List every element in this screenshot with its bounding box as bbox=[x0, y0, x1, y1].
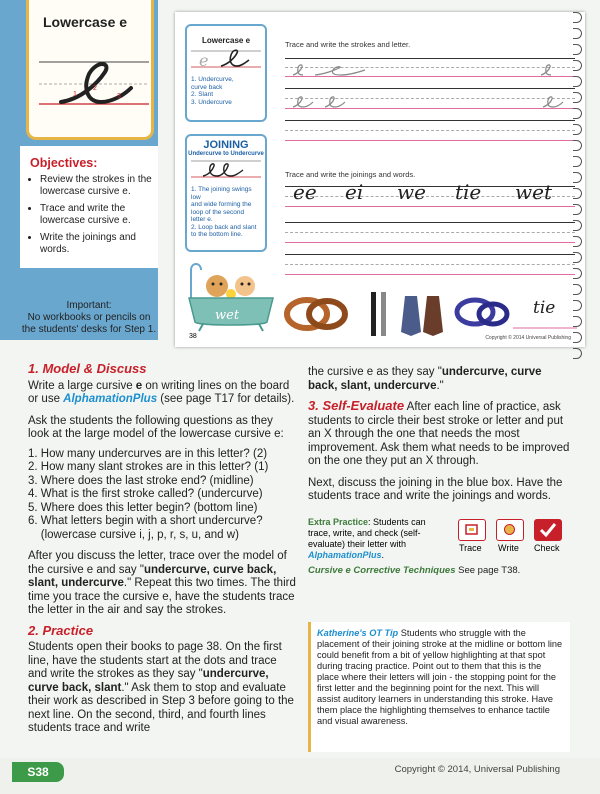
page-number: S38 bbox=[12, 762, 64, 782]
writing-headline bbox=[285, 222, 575, 223]
joining-note: and wide forming the bbox=[191, 201, 252, 208]
practice-word: we bbox=[397, 180, 426, 204]
joining-model-icon bbox=[187, 157, 265, 181]
joining-note: 2. Loop back and slant bbox=[191, 223, 257, 231]
joining-note: loop of the second bbox=[191, 208, 245, 216]
writing-midline bbox=[285, 130, 575, 131]
tip-text: Students who struggle with the placement of their joining stroke at the midline or bottom line could benefit from a bit of yellow highlighting at that spot during tracing practice. Point out to them that this is the place where their letters will join - the stopping point for the first letter and the beginning point for the next. This will assist auditory learners in understanding this stroke. Have them place the highlighting themselves to enhance tactile and visual awareness. bbox=[317, 628, 563, 726]
instruction-joinings: Trace and write the joinings and words. bbox=[285, 170, 416, 179]
stroke-step: 2. Slant bbox=[191, 91, 214, 98]
letter-model-box bbox=[185, 24, 267, 122]
extra-practice-text: Extra Practice: Students can trace, write, and check (self-evaluate) their letter with AlphamationPlus. bbox=[308, 517, 426, 560]
corrective-ref: See page T38. bbox=[458, 565, 521, 576]
writing-baseline bbox=[285, 274, 575, 275]
write-icon[interactable] bbox=[496, 519, 524, 541]
important-note bbox=[14, 300, 164, 336]
right-column bbox=[308, 366, 570, 504]
title-card bbox=[26, 0, 154, 140]
writing-headline bbox=[285, 88, 575, 89]
footer-copyright: Copyright © 2014, Universal Publishing bbox=[394, 764, 560, 775]
writing-midline bbox=[285, 232, 575, 233]
stroke-step: curve back bbox=[191, 83, 223, 91]
student-book-page bbox=[175, 12, 585, 347]
objective-item: • Write the joinings and words. bbox=[40, 232, 164, 256]
writing-headline bbox=[285, 120, 575, 121]
svg-text:3: 3 bbox=[117, 93, 121, 100]
objective-item: • Review the strokes in the lowercase cursive e. bbox=[40, 174, 164, 198]
trace-icon[interactable] bbox=[458, 519, 486, 541]
joining-subtitle: Undercurve to Undercurve bbox=[188, 151, 264, 157]
svg-text:e: e bbox=[199, 51, 209, 70]
book-copyright: Copyright © 2014 Universal Publishing bbox=[485, 335, 571, 341]
check-label: Check bbox=[534, 543, 560, 553]
trace-label: Trace bbox=[459, 543, 482, 553]
writing-baseline bbox=[285, 140, 575, 141]
joining-note: 1. The joining swings low bbox=[191, 186, 252, 201]
corrective-line bbox=[308, 564, 570, 578]
objectives-heading: Objectives: bbox=[30, 156, 98, 170]
corrective-title: Cursive e Corrective Techniques bbox=[308, 565, 456, 576]
stroke-step: 3. Undercurve bbox=[191, 98, 232, 106]
ot-tip-box bbox=[308, 622, 570, 752]
practice-word: wet bbox=[515, 180, 552, 204]
joining-title: JOINING bbox=[203, 139, 249, 151]
book-page-number: 38 bbox=[189, 333, 197, 340]
joining-para: Next, discuss the joining in the blue box. Have the students trace and write the joinings and words. bbox=[308, 476, 563, 502]
model-para: Write a large cursive e on writing lines on the board or use AlphamationPlus (see page T17 for details). bbox=[28, 379, 295, 405]
mini-title: Lowercase e bbox=[201, 36, 251, 45]
model-para: Ask the students the following questions as they look at the large model of the lowercase cursive e: bbox=[28, 414, 284, 440]
important-label: Important: bbox=[66, 300, 112, 311]
write-label: Write bbox=[498, 543, 519, 553]
objectives-list bbox=[28, 174, 164, 261]
practice-word: ee bbox=[293, 180, 317, 204]
mini-e-model-icon bbox=[187, 45, 265, 71]
writing-headline bbox=[285, 254, 575, 255]
tub-word: wet bbox=[215, 308, 240, 323]
practice-para: Students open their books to page 38. On the first line, have the students start at the dots and trace and write the strokes as they say "undercurve, curve back, slant." Ask them to stop and evaluate their work as described in Step 3 before going to the next line. On the second, third, and fourth lines students trace and write bbox=[28, 641, 294, 734]
practice-heading: 2. Practice bbox=[28, 622, 94, 638]
practice-word: ei bbox=[345, 180, 364, 204]
tip-title: Katherine's OT Tip bbox=[317, 628, 399, 638]
question-item: 1. How many undercurves are in this letter? (2) bbox=[28, 447, 268, 460]
important-line: the students' desks for Step 1. bbox=[21, 324, 157, 335]
instruction-strokes: Trace and write the strokes and letter. bbox=[285, 40, 411, 49]
important-line: No workbooks or pencils on bbox=[27, 312, 151, 323]
joining-note: letter e. bbox=[191, 216, 213, 223]
lesson-title: Lowercase e bbox=[43, 14, 128, 30]
question-item: 3. Where does the last stroke end? (midline) bbox=[28, 474, 254, 487]
stroke-step: 1. Undercurve, bbox=[191, 76, 234, 83]
practice-word: tie bbox=[455, 180, 482, 204]
model-heading: 1. Model & Discuss bbox=[28, 361, 147, 376]
model-para: After you discuss the letter, trace over the model of the cursive e and say "undercurve, curve back, slant, undercurve." Repeat this two times. The third time you trace the cursive e, have the students trace the letter in the air and say the strokes. bbox=[28, 550, 296, 616]
writing-baseline bbox=[285, 206, 575, 207]
question-item: 2. How many slant strokes are in this letter? (1) bbox=[28, 461, 269, 473]
question-item: 6. What letters begin with a short undercurve? bbox=[28, 515, 263, 527]
writing-baseline bbox=[285, 242, 575, 243]
check-icon[interactable] bbox=[534, 519, 562, 541]
practice-continued: the cursive e as they say "undercurve, curve back, slant, undercurve." bbox=[308, 366, 542, 392]
objectives-box bbox=[20, 146, 158, 268]
svg-text:1: 1 bbox=[73, 91, 77, 98]
joining-box bbox=[185, 134, 267, 252]
joining-note: to the bottom line. bbox=[191, 231, 243, 238]
question-item: (lowercase cursive i, j, p, r, s, u, and w) bbox=[28, 528, 239, 541]
question-item: 5. Where does this letter begin? (bottom line) bbox=[28, 501, 258, 514]
stroke-trace-row bbox=[285, 58, 575, 78]
objective-item: • Trace and write the lowercase cursive e. bbox=[40, 203, 164, 227]
writing-midline bbox=[285, 264, 575, 265]
svg-text:2: 2 bbox=[93, 85, 97, 92]
photo-word: tie bbox=[533, 298, 556, 318]
cursive-e-model-icon bbox=[31, 44, 153, 134]
question-list bbox=[28, 448, 296, 543]
left-column bbox=[28, 362, 296, 736]
letter-trace-row bbox=[285, 90, 575, 110]
extra-practice bbox=[308, 515, 570, 559]
spiral-binding bbox=[573, 12, 589, 347]
question-item: 4. What is the first stroke called? (undercurve) bbox=[28, 488, 263, 500]
footer bbox=[0, 758, 600, 794]
self-eval-para: 3. Self-Evaluate After each line of practice, ask students to circle their best stroke or letter and put an X through the one that needs the most improvement. Ask them what needs to be improved on the one they put an X through. bbox=[308, 398, 570, 467]
